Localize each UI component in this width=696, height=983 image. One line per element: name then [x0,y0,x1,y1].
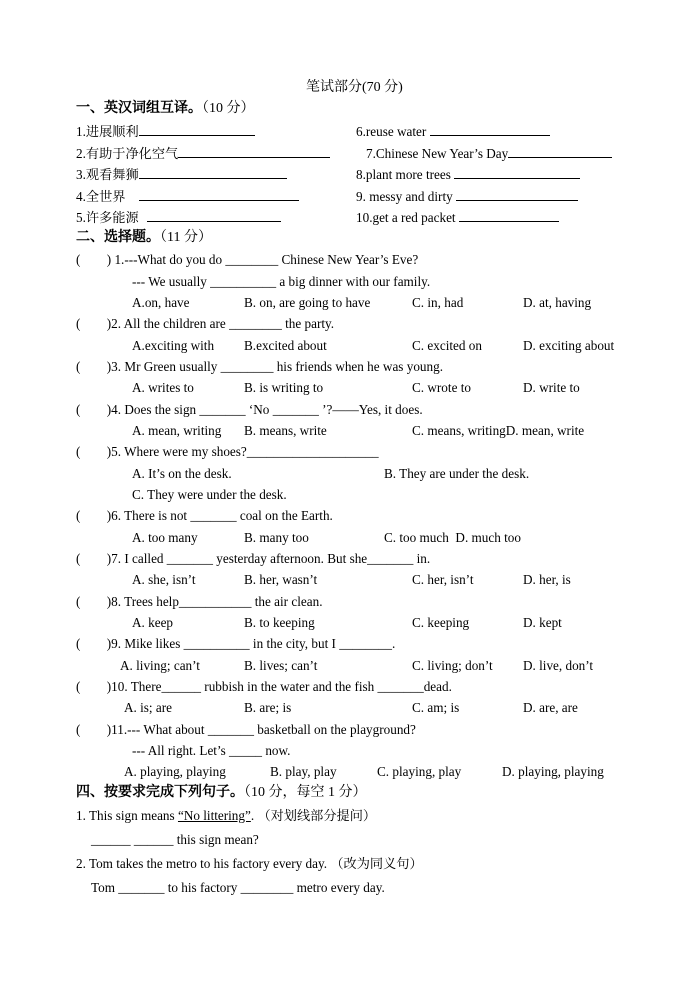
q3-option-a[interactable]: A. writes to [132,380,194,395]
q4-option-a[interactable]: A. mean, writing [132,423,222,438]
q3-option-b[interactable]: B. is writing to [244,380,324,395]
section2-heading-line [76,229,212,246]
q10-option-a[interactable]: A. is; are [124,700,172,715]
q8-stem: ( )8. Trees help___________ the air clean. [76,594,323,609]
q11-option-c[interactable]: C. playing, play [377,764,462,779]
q1-stem: ( ) 1.---What do you do ________ Chinese New Year’s Eve? [76,252,419,267]
q9-option-b[interactable]: B. lives; can’t [244,658,318,673]
q5-option-c[interactable]: C. They were under the desk. [132,487,287,502]
q8-option-d[interactable]: D. kept [523,615,562,630]
q7-option-d[interactable]: D. her, is [523,572,571,587]
q7-option-b[interactable]: B. her, wasn’t [244,572,318,587]
s1-answer[interactable]: ______ ______ this sign mean? [91,832,259,847]
q1-option-c[interactable]: C. in, had [412,295,464,310]
q4-stem: ( )4. Does the sign _______ ‘No _______ ’?——Yes, it does. [76,402,423,417]
answer-blank[interactable] [508,144,612,158]
answer-blank[interactable] [139,187,299,201]
q10-stem: ( )10. There______ rubbish in the water and the fish _______dead. [76,679,452,694]
q11-option-a[interactable]: A. playing, playing [124,764,226,779]
q6-option-cd[interactable]: C. too much D. much too [384,530,521,545]
q11-stem: ( )11.--- What about _______ basketball on the playground? [76,722,416,737]
q2-option-d[interactable]: D. exciting about [523,338,615,353]
q2-option-c[interactable]: C. excited on [412,338,482,353]
q10-option-c[interactable]: C. am; is [412,700,460,715]
s1-line: 1. This sign means “No littering”. （对划线部分提问） [76,808,377,823]
s2-answer[interactable]: Tom _______ to his factory ________ metro every day. [91,880,385,895]
answer-blank[interactable] [139,165,287,179]
section1-item-5: 5.许多能源 [76,208,281,226]
section1-heading-line [76,100,255,117]
answer-blank[interactable] [454,165,580,179]
section1-item-9: 9. messy and dirty [356,187,578,205]
q5-option-a[interactable]: A. It’s on the desk. [132,466,232,481]
s2-line: 2. Tom takes the metro to his factory every day. （改为同义句） [76,856,423,871]
q3-stem: ( )3. Mr Green usually ________ his friends when he was young. [76,359,443,374]
q3-option-d[interactable]: D. write to [523,380,580,395]
section1-item-7: 7.Chinese New Year’s Day [366,144,612,162]
section1-score: （10 分） [202,101,255,116]
q11-stem2: --- All right. Let’s _____ now. [132,743,291,758]
q6-stem: ( )6. There is not _______ coal on the Earth. [76,508,333,523]
q8-option-a[interactable]: A. keep [132,615,174,630]
section4-heading: 四、按要求完成下列句子。 [76,785,244,800]
section2-heading: 二、选择题。 [76,230,160,245]
section4-score: （10 分，每空 1 分） [244,785,367,800]
section1-item-4: 4.全世界 [76,187,299,205]
q8-option-c[interactable]: C. keeping [412,615,470,630]
q10-option-d[interactable]: D. are, are [523,700,578,715]
q5-stem: ( )5. Where were my shoes?____________________ [76,444,379,459]
q10-option-b[interactable]: B. are; is [244,700,292,715]
q5-option-b[interactable]: B. They are under the desk. [384,466,530,481]
q6-option-a[interactable]: A. too many [132,530,198,545]
q2-option-a[interactable]: A.exciting with [132,338,215,353]
section4-heading-line [76,784,367,801]
q1-option-a[interactable]: A.on, have [132,295,190,310]
section2-score: （11 分） [160,230,212,245]
q6-option-b[interactable]: B. many too [244,530,309,545]
answer-blank[interactable] [178,144,330,158]
q11-option-d[interactable]: D. playing, playing [502,764,604,779]
section1-item-1: 1.进展顺利 [76,122,255,140]
section1-item-6: 6.reuse water [356,122,550,140]
q11-option-b[interactable]: B. play, play [270,764,337,779]
section1-item-2: 2.有助于净化空气 [76,144,330,162]
q2-stem: ( )2. All the children are ________ the party. [76,316,335,331]
q3-option-c[interactable]: C. wrote to [412,380,471,395]
section1-heading: 一、英汉词组互译。 [76,101,202,116]
answer-blank[interactable] [459,208,559,222]
q9-option-a[interactable]: A. living; can’t [120,658,200,673]
q1-option-b[interactable]: B. on, are going to have [244,295,371,310]
q4-option-cd[interactable]: C. means, writingD. mean, write [412,423,585,438]
q7-stem: ( )7. I called _______ yesterday afternoon. But she_______ in. [76,551,431,566]
q9-stem: ( )9. Mike likes __________ in the city, but I ________. [76,636,396,651]
q1-stem2: --- We usually __________ a big dinner with our family. [132,274,431,289]
answer-blank[interactable] [147,208,281,222]
q9-option-d[interactable]: D. live, don’t [523,658,594,673]
s1-underlined: “No littering” [177,808,251,823]
page-title: 笔试部分(70 分) [306,80,403,95]
answer-blank[interactable] [456,187,578,201]
section1-item-8: 8.plant more trees [356,165,580,183]
q7-option-c[interactable]: C. her, isn’t [412,572,474,587]
answer-blank[interactable] [139,122,255,136]
answer-blank[interactable] [430,122,550,136]
q1-option-d[interactable]: D. at, having [523,295,592,310]
q8-option-b[interactable]: B. to keeping [244,615,315,630]
q7-option-a[interactable]: A. she, isn’t [132,572,196,587]
section1-item-10: 10.get a red packet [356,208,559,226]
q9-option-c[interactable]: C. living; don’t [412,658,493,673]
q4-option-b[interactable]: B. means, write [244,423,327,438]
section1-item-3: 3.观看舞狮 [76,165,287,183]
q2-option-b[interactable]: B.excited about [244,338,327,353]
